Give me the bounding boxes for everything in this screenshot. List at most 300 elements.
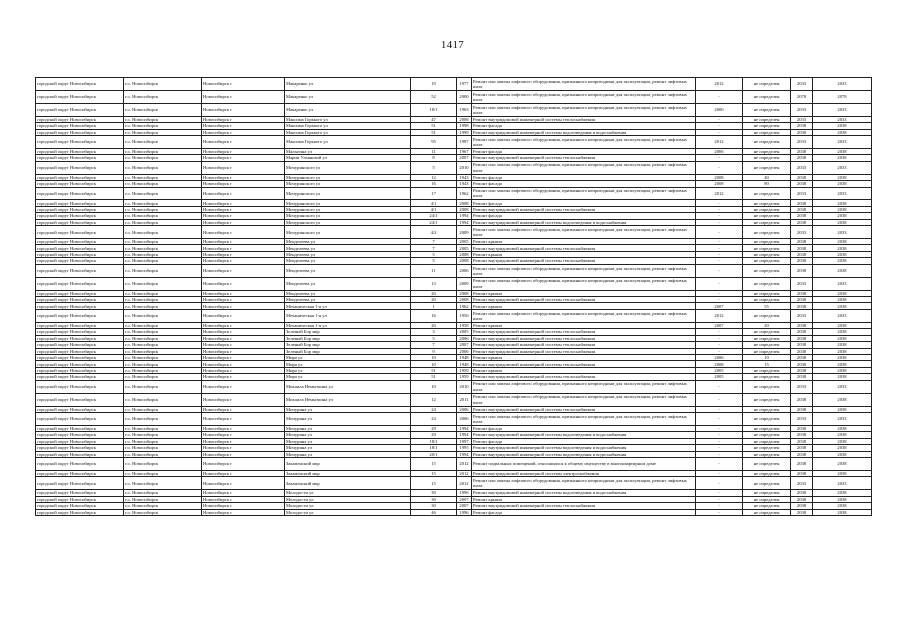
cell-work-type: Ремонт крыши [472, 496, 696, 502]
cell-municipality: городской округ Новосибирск [36, 239, 124, 245]
cell-last-repair-year: - [696, 335, 743, 341]
cell-street: Менделеева ул [285, 251, 411, 257]
cell-last-repair-year: 2012 [696, 135, 743, 148]
table-row [36, 103, 872, 116]
cell-last-repair-year: - [696, 129, 743, 135]
cell-district: г.о. Новосибирск [124, 226, 202, 239]
cell-municipality: городской округ Новосибирск [36, 503, 124, 509]
cell-work-type: Ремонт фасада [472, 123, 696, 129]
cell-last-repair-year: - [696, 239, 743, 245]
cell-street: Мира ул [285, 374, 411, 380]
cell-year: 1967 [457, 148, 472, 154]
cell-house: 20 [411, 290, 457, 296]
cell-wear: не определен [743, 380, 791, 393]
cell-city: Новосибирск г [202, 129, 285, 135]
cell-house: 11 [411, 264, 457, 277]
cell-plan-year-start: 2078 [791, 90, 813, 103]
cell-municipality: городской округ Новосибирск [36, 470, 124, 476]
cell-last-repair-year: 2005 [696, 367, 743, 373]
table-row [36, 135, 872, 148]
cell-plan-year-end: 2038 [813, 181, 872, 187]
cell-wear: не определен [743, 374, 791, 380]
cell-plan-year-end: 2038 [813, 503, 872, 509]
cell-last-repair-year: - [696, 213, 743, 219]
cell-wear: не определен [743, 335, 791, 341]
cell-municipality: городской округ Новосибирск [36, 116, 124, 122]
cell-city: Новосибирск г [202, 148, 285, 154]
cell-city: Новосибирск г [202, 470, 285, 476]
cell-plan-year-start: 2038 [791, 490, 813, 496]
cell-work-type: Ремонт или замена лифтового оборудования, признанного непригодным для эксплуатации, ремонт лифтовых шахт [472, 161, 696, 174]
cell-municipality: городской округ Новосибирск [36, 406, 124, 412]
cell-municipality: городской округ Новосибирск [36, 277, 124, 290]
table-row [36, 458, 872, 471]
cell-plan-year-end: 2038 [813, 470, 872, 476]
cell-city: Новосибирск г [202, 161, 285, 174]
cell-city: Новосибирск г [202, 342, 285, 348]
cell-last-repair-year: - [696, 380, 743, 393]
cell-work-type: Ремонт или замена лифтового оборудования, признанного непригодным для эксплуатации, ремонт лифтовых шахт [472, 393, 696, 406]
cell-district: г.о. Новосибирск [124, 200, 202, 206]
cell-street: Зеленый Бор мкр [285, 335, 411, 341]
cell-plan-year-end: 2038 [813, 374, 872, 380]
cell-work-type: Ремонт внутридомовой инженерной системы теплоснабжения [472, 361, 696, 367]
cell-plan-year-start: 2033 [791, 116, 813, 122]
cell-plan-year-start: 2033 [791, 103, 813, 116]
cell-street: Малыгина ул [285, 148, 411, 154]
cell-city: Новосибирск г [202, 103, 285, 116]
cell-municipality: городской округ Новосибирск [36, 297, 124, 303]
cell-municipality: городской округ Новосибирск [36, 380, 124, 393]
cell-wear: не определен [743, 367, 791, 373]
cell-plan-year-end: 2038 [813, 354, 872, 360]
cell-plan-year-end: 2078 [813, 90, 872, 103]
cell-plan-year-end: 2038 [813, 393, 872, 406]
cell-municipality: городской округ Новосибирск [36, 219, 124, 225]
cell-year: 2010 [457, 161, 472, 174]
table-row [36, 277, 872, 290]
cell-municipality: городской округ Новосибирск [36, 123, 124, 129]
cell-last-repair-year: - [696, 161, 743, 174]
cell-house: 1 [411, 303, 457, 309]
cell-house: 24/1 [411, 213, 457, 219]
cell-wear: не определен [743, 155, 791, 161]
cell-wear: не определен [743, 329, 791, 335]
cell-street: Мичуринского ул [285, 226, 411, 239]
page-number: 1417 [440, 39, 465, 51]
cell-wear: не определен [743, 496, 791, 502]
cell-year: 1994 [457, 219, 472, 225]
cell-wear: не определен [743, 509, 791, 515]
cell-wear: не определен [743, 123, 791, 129]
cell-year: 2008 [457, 200, 472, 206]
cell-wear: 20 [743, 322, 791, 328]
cell-last-repair-year: - [696, 155, 743, 161]
cell-city: Новосибирск г [202, 290, 285, 296]
cell-street: Марии Ульяновой ул [285, 155, 411, 161]
cell-city: Новосибирск г [202, 451, 285, 457]
cell-street: Михаила Немыткина ул [285, 393, 411, 406]
cell-wear: не определен [743, 258, 791, 264]
cell-municipality: городской округ Новосибирск [36, 251, 124, 257]
cell-street: Макаренко ул [285, 103, 411, 116]
cell-street: Менделеева ул [285, 290, 411, 296]
cell-year: 2008 [457, 297, 472, 303]
cell-work-type: Ремонт внутридомовой инженерной системы теплоснабжения [472, 329, 696, 335]
table-body [36, 78, 872, 516]
cell-last-repair-year: - [696, 290, 743, 296]
cell-municipality: городской округ Новосибирск [36, 412, 124, 425]
cell-year: 1948 [457, 354, 472, 360]
cell-city: Новосибирск г [202, 458, 285, 471]
cell-district: г.о. Новосибирск [124, 181, 202, 187]
cell-last-repair-year: - [696, 226, 743, 239]
cell-district: г.о. Новосибирск [124, 103, 202, 116]
cell-wear: не определен [743, 477, 791, 490]
cell-last-repair-year: - [696, 503, 743, 509]
cell-wear: не определен [743, 490, 791, 496]
cell-municipality: городской округ Новосибирск [36, 303, 124, 309]
cell-year: 1962 [457, 187, 472, 200]
cell-house: 18/1 [411, 438, 457, 444]
cell-plan-year-end: 2038 [813, 245, 872, 251]
cell-year: 2008 [457, 206, 472, 212]
cell-work-type: Ремонт крыши [472, 303, 696, 309]
cell-house: 51 [411, 129, 457, 135]
cell-plan-year-start: 2038 [791, 406, 813, 412]
cell-municipality: городской округ Новосибирск [36, 458, 124, 471]
cell-plan-year-start: 2038 [791, 342, 813, 348]
cell-plan-year-end: 2038 [813, 329, 872, 335]
cell-city: Новосибирск г [202, 123, 285, 129]
cell-year: 2008 [457, 258, 472, 264]
cell-city: Новосибирск г [202, 490, 285, 496]
cell-district: г.о. Новосибирск [124, 187, 202, 200]
cell-house: 20 [411, 322, 457, 328]
cell-municipality: городской округ Новосибирск [36, 213, 124, 219]
cell-plan-year-end: 2038 [813, 342, 872, 348]
cell-plan-year-start: 2038 [791, 213, 813, 219]
cell-wear: 40 [743, 174, 791, 180]
cell-house: 10 [411, 380, 457, 393]
cell-street: Молодости ул [285, 509, 411, 515]
cell-municipality: городской округ Новосибирск [36, 206, 124, 212]
cell-year: 1994 [457, 451, 472, 457]
cell-work-type: Ремонт внутридомовой инженерной системы теплоснабжения [472, 258, 696, 264]
cell-year: 1943 [457, 181, 472, 187]
cell-last-repair-year: - [696, 206, 743, 212]
repair-schedule-table [35, 77, 872, 516]
cell-street: Зеленый Бор мкр [285, 329, 411, 335]
cell-plan-year-start: 2038 [791, 303, 813, 309]
cell-house: 4/1 [411, 200, 457, 206]
cell-house: 24 [411, 406, 457, 412]
cell-house: 15 [411, 477, 457, 490]
cell-district: г.о. Новосибирск [124, 503, 202, 509]
cell-wear: не определен [743, 264, 791, 277]
cell-work-type: Ремонт крыши [472, 354, 696, 360]
cell-house: 20 [411, 297, 457, 303]
cell-district: г.о. Новосибирск [124, 470, 202, 476]
cell-city: Новосибирск г [202, 309, 285, 322]
cell-district: г.о. Новосибирск [124, 206, 202, 212]
cell-wear: не определен [743, 200, 791, 206]
cell-street: Мичуринского ул [285, 200, 411, 206]
cell-district: г.о. Новосибирск [124, 90, 202, 103]
cell-district: г.о. Новосибирск [124, 432, 202, 438]
cell-plan-year-start: 2033 [791, 412, 813, 425]
cell-street: Менделеева ул [285, 264, 411, 277]
cell-plan-year-end: 2038 [813, 496, 872, 502]
cell-year: 2007 [457, 342, 472, 348]
cell-plan-year-start: 2038 [791, 245, 813, 251]
table-row [36, 412, 872, 425]
cell-plan-year-end: 2038 [813, 290, 872, 296]
cell-plan-year-start: 2038 [791, 496, 813, 502]
cell-year: 2012 [457, 458, 472, 471]
cell-district: г.о. Новосибирск [124, 174, 202, 180]
cell-plan-year-start: 2033 [791, 380, 813, 393]
cell-plan-year-end: 2038 [813, 458, 872, 471]
cell-city: Новосибирск г [202, 425, 285, 431]
cell-year: 2007 [457, 155, 472, 161]
cell-wear: не определен [743, 129, 791, 135]
cell-work-type: Ремонт крыши [472, 290, 696, 296]
cell-wear: не определен [743, 251, 791, 257]
cell-work-type: Ремонт или замена лифтового оборудования, признанного непригодным для эксплуатации, ремонт лифтовых шахт [472, 90, 696, 103]
cell-street: Максима Горького ул [285, 123, 411, 129]
cell-wear: 10 [743, 354, 791, 360]
cell-work-type: Ремонт внутридомовой инженерной системы водоотведения и водоснабжения [472, 219, 696, 225]
cell-district: г.о. Новосибирск [124, 335, 202, 341]
cell-district: г.о. Новосибирск [124, 264, 202, 277]
cell-work-type: Ремонт фасада [472, 425, 696, 431]
cell-municipality: городской округ Новосибирск [36, 451, 124, 457]
cell-city: Новосибирск г [202, 206, 285, 212]
cell-plan-year-start: 2038 [791, 393, 813, 406]
cell-city: Новосибирск г [202, 503, 285, 509]
cell-municipality: городской округ Новосибирск [36, 129, 124, 135]
cell-city: Новосибирск г [202, 348, 285, 354]
cell-district: г.о. Новосибирск [124, 451, 202, 457]
cell-last-repair-year: - [696, 470, 743, 476]
cell-work-type: Ремонт внутридомовой инженерной системы теплоснабжения [472, 503, 696, 509]
cell-municipality: городской округ Новосибирск [36, 200, 124, 206]
cell-plan-year-end: 2033 [813, 161, 872, 174]
cell-wear: не определен [743, 135, 791, 148]
table-row [36, 380, 872, 393]
cell-city: Новосибирск г [202, 374, 285, 380]
cell-district: г.о. Новосибирск [124, 161, 202, 174]
cell-street: Закаменский мкр [285, 470, 411, 476]
cell-plan-year-end: 2033 [813, 116, 872, 122]
cell-house: 10 [411, 354, 457, 360]
cell-house: 29 [411, 425, 457, 431]
cell-street: Мира ул [285, 361, 411, 367]
cell-city: Новосибирск г [202, 412, 285, 425]
cell-city: Новосибирск г [202, 116, 285, 122]
cell-plan-year-start: 2038 [791, 335, 813, 341]
cell-plan-year-end: 2038 [813, 438, 872, 444]
cell-last-repair-year: 2012 [696, 309, 743, 322]
cell-house: 9 [411, 348, 457, 354]
cell-street: Максима Горького ул [285, 129, 411, 135]
cell-plan-year-end: 2033 [813, 226, 872, 239]
cell-wear: 55 [743, 303, 791, 309]
cell-street: Мичуринского ул [285, 187, 411, 200]
cell-work-type: Ремонт фасада [472, 213, 696, 219]
cell-city: Новосибирск г [202, 239, 285, 245]
cell-last-repair-year: 2007 [696, 303, 743, 309]
cell-wear: 15 [743, 361, 791, 367]
cell-work-type: Ремонт фасада [472, 509, 696, 515]
cell-last-repair-year: 2008 [696, 181, 743, 187]
cell-last-repair-year: - [696, 329, 743, 335]
cell-street: Мичурина ул [285, 412, 411, 425]
cell-plan-year-end: 2033 [813, 380, 872, 393]
cell-last-repair-year: - [696, 251, 743, 257]
cell-year: 1950 [457, 309, 472, 322]
cell-last-repair-year: 2012 [696, 78, 743, 91]
cell-district: г.о. Новосибирск [124, 78, 202, 91]
cell-year: 1995 [457, 445, 472, 451]
cell-wear: не определен [743, 412, 791, 425]
cell-last-repair-year: 2008 [696, 174, 743, 180]
cell-street: Зеленый Бор мкр [285, 348, 411, 354]
cell-street: Молодости ул [285, 490, 411, 496]
cell-municipality: городской округ Новосибирск [36, 258, 124, 264]
cell-work-type: Ремонт внутридомовой инженерной системы теплоснабжения [472, 342, 696, 348]
cell-plan-year-end: 2038 [813, 361, 872, 367]
cell-plan-year-end: 2033 [813, 277, 872, 290]
cell-year: 1998 [457, 123, 472, 129]
cell-municipality: городской округ Новосибирск [36, 496, 124, 502]
cell-wear: не определен [743, 78, 791, 91]
cell-municipality: городской округ Новосибирск [36, 264, 124, 277]
cell-plan-year-end: 2038 [813, 490, 872, 496]
cell-house: 12 [411, 174, 457, 180]
table-row [36, 477, 872, 490]
cell-work-type: Ремонт фасада [472, 200, 696, 206]
cell-last-repair-year: - [696, 245, 743, 251]
cell-municipality: городской округ Новосибирск [36, 90, 124, 103]
cell-district: г.о. Новосибирск [124, 219, 202, 225]
cell-plan-year-end: 2038 [813, 213, 872, 219]
cell-house: 5 [411, 161, 457, 174]
cell-district: г.о. Новосибирск [124, 445, 202, 451]
cell-plan-year-end: 2038 [813, 206, 872, 212]
cell-street: Мичуринского ул [285, 219, 411, 225]
cell-last-repair-year: - [696, 406, 743, 412]
cell-work-type: Ремонт внутридомовой инженерной системы теплоснабжения [472, 406, 696, 412]
cell-year: 2006 [457, 264, 472, 277]
cell-wear: не определен [743, 432, 791, 438]
cell-wear: не определен [743, 309, 791, 322]
cell-municipality: городской округ Новосибирск [36, 425, 124, 431]
cell-city: Новосибирск г [202, 393, 285, 406]
cell-plan-year-start: 2038 [791, 361, 813, 367]
cell-last-repair-year: - [696, 123, 743, 129]
cell-municipality: городской округ Новосибирск [36, 342, 124, 348]
cell-plan-year-start: 2038 [791, 348, 813, 354]
cell-street: Мичуринского ул [285, 161, 411, 174]
cell-last-repair-year: - [696, 116, 743, 122]
cell-work-type: Ремонт подвальных помещений, относящихся к общему имуществу в многоквартирном доме [472, 458, 696, 471]
cell-district: г.о. Новосибирск [124, 322, 202, 328]
cell-plan-year-start: 2033 [791, 187, 813, 200]
cell-plan-year-end: 2038 [813, 445, 872, 451]
cell-year: 2009 [457, 277, 472, 290]
cell-district: г.о. Новосибирск [124, 213, 202, 219]
cell-house: 16 [411, 181, 457, 187]
cell-last-repair-year: - [696, 477, 743, 490]
cell-city: Новосибирск г [202, 219, 285, 225]
cell-plan-year-start: 2038 [791, 374, 813, 380]
cell-work-type: Ремонт внутридомовой инженерной системы теплоснабжения [472, 374, 696, 380]
cell-district: г.о. Новосибирск [124, 348, 202, 354]
cell-house: 52 [411, 90, 457, 103]
cell-work-type: Ремонт внутридомовой инженерной системы водоотведения и водоснабжения [472, 451, 696, 457]
cell-wear: не определен [743, 458, 791, 471]
cell-house: 11 [411, 148, 457, 154]
table-row [36, 264, 872, 277]
cell-district: г.о. Новосибирск [124, 155, 202, 161]
cell-work-type: Ремонт внутридомовой инженерной системы водоотведения и водоснабжения [472, 490, 696, 496]
cell-last-repair-year: 2000 [696, 103, 743, 116]
cell-last-repair-year: - [696, 438, 743, 444]
cell-city: Новосибирск г [202, 181, 285, 187]
table-row [36, 509, 872, 515]
table-row [36, 78, 872, 91]
cell-municipality: городской округ Новосибирск [36, 226, 124, 239]
cell-municipality: городской округ Новосибирск [36, 509, 124, 515]
cell-city: Новосибирск г [202, 155, 285, 161]
cell-work-type: Ремонт или замена лифтового оборудования, признанного непригодным для эксплуатации, ремонт лифтовых шахт [472, 477, 696, 490]
cell-plan-year-start: 2038 [791, 181, 813, 187]
cell-plan-year-start: 2033 [791, 135, 813, 148]
cell-year: 2008 [457, 251, 472, 257]
cell-district: г.о. Новосибирск [124, 123, 202, 129]
cell-work-type: Ремонт или замена лифтового оборудования, признанного непригодным для эксплуатации, ремонт лифтовых шахт [472, 277, 696, 290]
cell-house: 13 [411, 277, 457, 290]
cell-plan-year-start: 2038 [791, 251, 813, 257]
cell-municipality: городской округ Новосибирск [36, 322, 124, 328]
cell-plan-year-start: 2038 [791, 239, 813, 245]
cell-house: 7 [411, 239, 457, 245]
cell-wear: не определен [743, 213, 791, 219]
cell-municipality: городской округ Новосибирск [36, 374, 124, 380]
cell-wear: не определен [743, 148, 791, 154]
cell-street: Мира ул [285, 354, 411, 360]
cell-house: 17 [411, 187, 457, 200]
cell-street: Мичурина ул [285, 445, 411, 451]
cell-plan-year-start: 2038 [791, 367, 813, 373]
cell-work-type: Ремонт внутридомовой инженерной системы теплоснабжения [472, 335, 696, 341]
cell-plan-year-end: 2038 [813, 155, 872, 161]
cell-street: Механическая 1-я ул [285, 309, 411, 322]
cell-city: Новосибирск г [202, 438, 285, 444]
cell-district: г.о. Новосибирск [124, 477, 202, 490]
cell-house: 51 [411, 367, 457, 373]
cell-plan-year-end: 2038 [813, 509, 872, 515]
cell-plan-year-start: 2033 [791, 309, 813, 322]
cell-work-type: Ремонт или замена лифтового оборудования, признанного непригодным для эксплуатации, ремонт лифтовых шахт [472, 380, 696, 393]
cell-work-type: Ремонт внутридомовой инженерной системы водоотведения и водоснабжения [472, 445, 696, 451]
cell-plan-year-start: 2038 [791, 219, 813, 225]
cell-plan-year-start: 2033 [791, 277, 813, 290]
cell-plan-year-start: 2038 [791, 200, 813, 206]
cell-last-repair-year: 2012 [696, 187, 743, 200]
